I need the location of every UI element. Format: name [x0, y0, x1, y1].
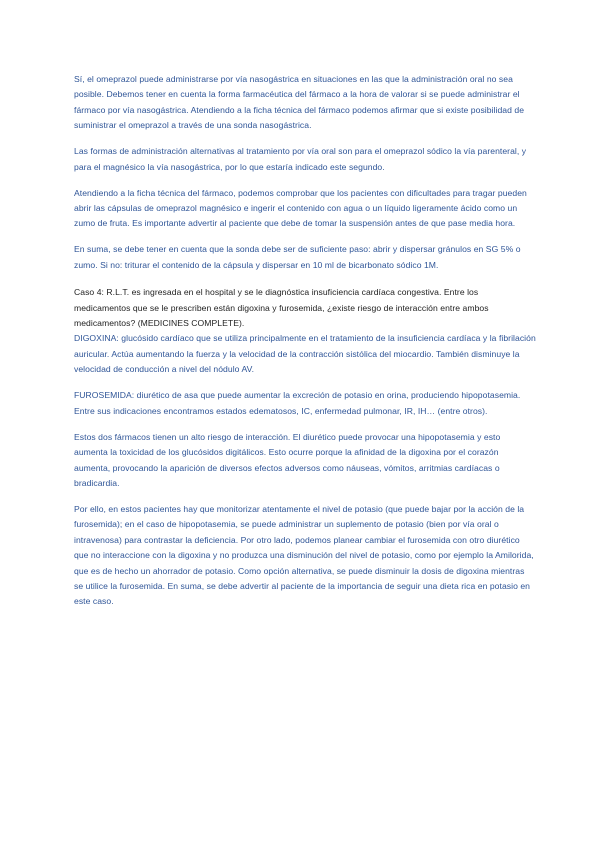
paragraph-conclusion: Por ello, en estos pacientes hay que monitorizar atentamente el nivel de potasio (que puede bajar por la acción de la furosemida); en el caso de hipopotasemia, se puede administrar un suplemento de potasio (bien por vía oral o intravenosa) para contrastar la deficiencia. Por otro lado, podemos planear cambiar el furosemida con otro diurético que no interaccione con la digoxina y no produzca una disminución del nivel de potasio, como por ejemplo la Amilorida, que es de hecho un ahorrador de potasio. Como opción alternativa, se puede disminuir la dosis de digoxina mientras se utilice la furosemida. En suma, se debe advertir al paciente de la importancia de seguir una dieta rica en potasio en este caso. [74, 503, 534, 607]
paragraph-en-suma-sonda: En suma, se debe tener en cuenta que la sonda debe ser de suficiente paso: abrir y dispersar gránulos en SG 5% o zumo. Si no: triturar el contenido de la cápsula y dispersar en 10 ml de bicarbonato sódico 1M. [74, 244, 521, 270]
case-4-heading: Caso 4: R.L.T. es ingresada en el hospital y se le diagnóstica insuficiencia cardíaca congestiva. Entre los medicamentos que se le prescriben están digoxina y furosemida, ¿existe riesgo de interacción entre ambos medicamentos? (MEDICINES COMPLETE). [74, 287, 489, 329]
paragraph-digoxina: DIGOXINA: glucósido cardíaco que se utiliza principalmente en el tratamiento de la insuficiencia cardíaca y la fibrilación auricular. Actúa aumentando la fuerza y la velocidad de la contracción sistólica del miocardio. También disminuye la velocidad de conducción a nivel del nódulo AV. [74, 333, 536, 375]
paragraph-formas-administracion: Las formas de administración alternativas al tratamiento por vía oral son para el omeprazol sódico la vía parenteral, y para el magnésico la vía nasogástrica, por lo que estaría indicado este segundo. [74, 146, 527, 172]
paragraph-omeprazol-nasogastrica: Sí, el omeprazol puede administrarse por vía nasogástrica en situaciones en las que la administración oral no sea posible. Debemos tener en cuenta la forma farmacéutica del fármaco a la hora de valorar si se puede administrar el fármaco por vía nasogástrica. Atendiendo a la ficha técnica del fármaco podemos afirmar que si existe posibilidad de suministrar el omeprazol a través de una sonda nasogástrica. [74, 74, 525, 131]
paragraph-interaccion: Estos dos fármacos tienen un alto riesgo de interacción. El diurético puede provocar una hipopotasemia y esto aumenta la toxicidad de los glucósidos digitálicos. Esto ocurre porque la afinidad de la digoxina por el corazón aumenta, provocando la aparición de diversos efectos adversos como náuseas, vómitos, arritmias cardíacas o bradicardia. [74, 431, 501, 488]
paragraph-ficha-tecnica: Atendiendo a la ficha técnica del fármaco, podemos comprobar que los pacientes con dificultades para tragar pueden abrir las cápsulas de omeprazol magnésico e ingerir el contenido con agua o un líquido ligeramente ácido como un zumo de fruta. Es importante advertir al paciente que debe de tomar la suspensión antes de que pase media hora. [74, 187, 527, 229]
document-body [74, 72, 536, 620]
paragraph-furosemida: FUROSEMIDA: diurético de asa que puede aumentar la excreción de potasio en orina, produciendo hipopotasemia. Entre sus indicaciones encontramos estados edematosos, IC, enfermedad pulmonar, IR, IH… (entre otros). [74, 390, 521, 416]
